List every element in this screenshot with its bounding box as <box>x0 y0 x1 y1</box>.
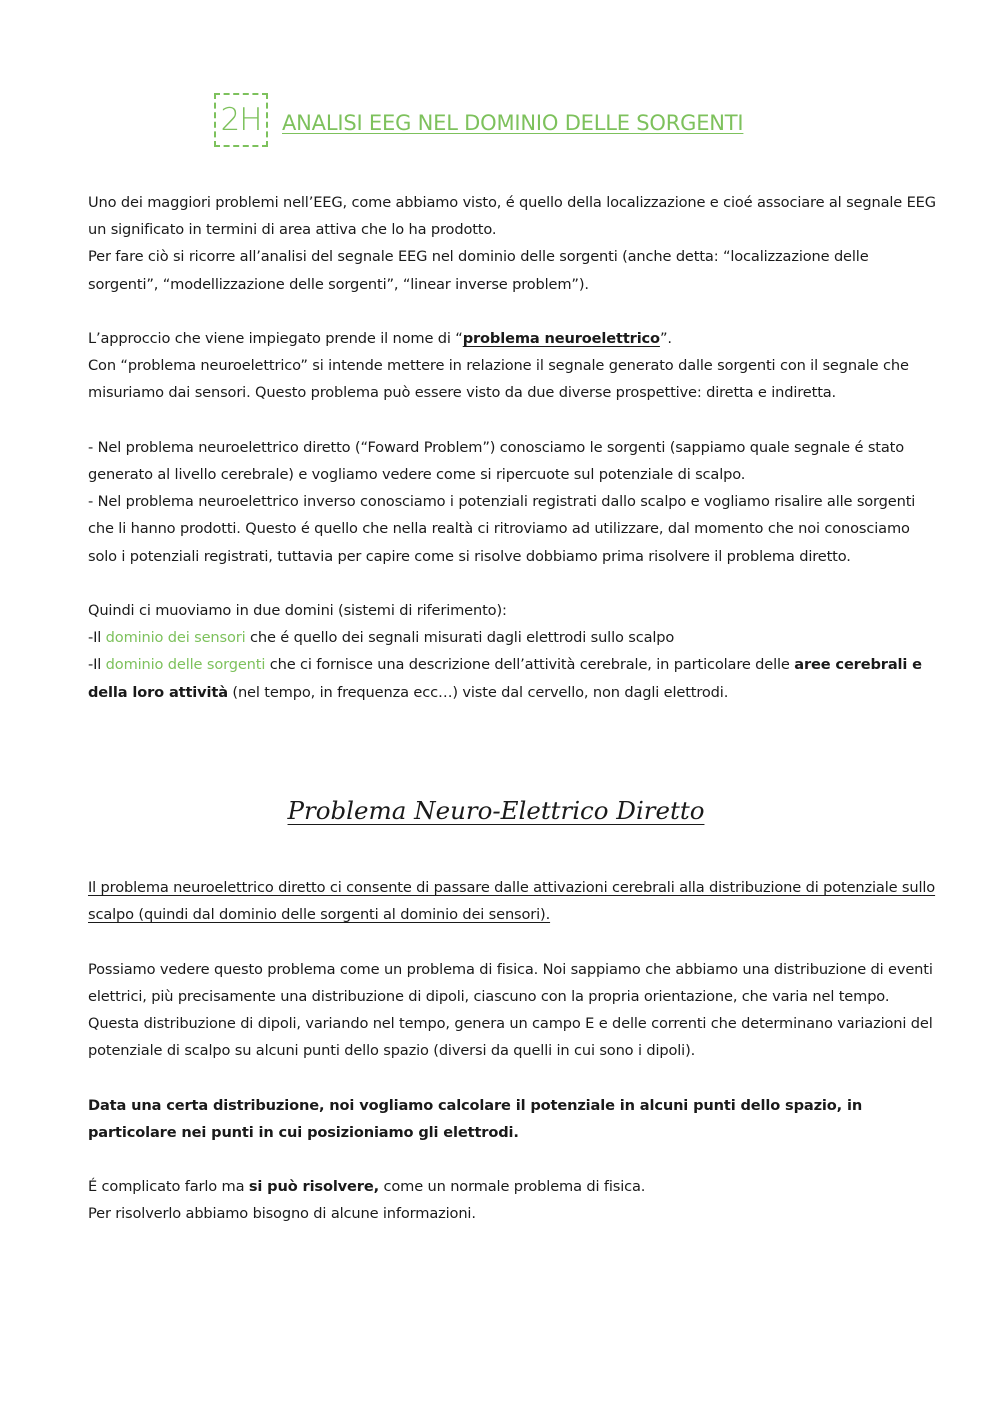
text-span: ”. <box>659 330 672 347</box>
text-span: L’approccio che viene impiegato prende il nome di “ <box>88 330 463 347</box>
paragraph: Per risolverlo abbiamo bisogno di alcune informazioni. <box>88 1205 476 1223</box>
paragraph <box>88 325 938 352</box>
text-span: -Il <box>88 629 106 647</box>
list-item <box>88 651 938 705</box>
paragraph: Data una certa distribuzione, noi vogliamo calcolare il potenziale in alcuni punti dello spazio, in particolare nei punti in cui posizioniamo gli elettrodi. <box>88 1096 863 1141</box>
bold-term: si può risolvere, <box>248 1178 379 1196</box>
chapter-header <box>214 93 743 147</box>
text-span: (nel tempo, in frequenza ecc…) viste dal cervello, non dagli elettrodi. <box>227 683 729 701</box>
paragraph: Uno dei maggiori problemi nell’EEG, come abbiamo visto, é quello della localizzazione e cioé associare al segnale EEG un significato in termini di area attiva che lo ha prodotto. <box>88 194 936 239</box>
paragraph: Possiamo vedere questo problema come un problema di fisica. Noi sappiamo che abbiamo una distribuzione di eventi elettrici, più precisamente una distribuzione di dipoli, ciascuno con la propria orientazione, che varia nel tempo. <box>88 960 933 1005</box>
paragraph: Questa distribuzione di dipoli, variando nel tempo, genera un campo E e delle correnti che determinano variazioni del potenziale di scalpo su alcuni punti dello spazio (diversi da quelli in cui sono i dipoli). <box>88 1015 933 1060</box>
paragraph: - Nel problema neuroelettrico inverso conosciamo i potenziali registrati dallo scalpo e vogliamo risalire alle sorgenti che li hanno prodotti. Questo é quello che nella realtà ci ritroviamo ad utilizzare, dal momento che noi conosciamo solo i potenziali registrati, tuttavia per capire come si risolve dobbiamo prima risolvere il problema diretto. <box>88 493 916 565</box>
paragraph: Con “problema neuroelettrico” si intende mettere in relazione il segnale generato dalle sorgenti con il segnale che misuriamo dai sensori. Questo problema può essere visto da due diverse prospettive: diretta e indiretta. <box>88 357 909 402</box>
text-span: che é quello dei segnali misurati dagli elettrodi sullo scalpo <box>245 629 675 647</box>
chapter-title: ANALISI EEG NEL DOMINIO DELLE SORGENTI <box>282 111 744 135</box>
section-title: Problema Neuro-Elettrico Diretto <box>287 796 705 825</box>
key-term: problema neuroelettrico <box>462 330 660 347</box>
highlight-term: dominio dei sensori <box>105 629 246 647</box>
paragraph: Quindi ci muoviamo in due domini (sistemi di riferimento): <box>88 602 507 619</box>
paragraph <box>88 1173 938 1200</box>
paragraph: Il problema neuroelettrico diretto ci consente di passare dalle attivazioni cerebrali alla distribuzione di potenziale sullo scalpo (quindi dal dominio delle sorgenti al dominio dei sensori). <box>88 879 936 924</box>
text-span: come un normale problema di fisica. <box>379 1178 646 1196</box>
list-item <box>88 624 938 651</box>
intro-text <box>88 189 938 706</box>
text-span: -Il <box>88 656 106 674</box>
text-span: che ci fornisce una descrizione dell’attività cerebrale, in particolare delle <box>265 656 795 674</box>
bold-term: aree cerebrali e della loro attività <box>88 656 922 701</box>
chapter-badge: 2H <box>214 93 268 147</box>
paragraph: - Nel problema neuroelettrico diretto (“Foward Problem”) conosciamo le sorgenti (sappiamo quale segnale é stato generato al livello cerebrale) e vogliamo vedere come si ripercuote sul potenziale di scalpo. <box>88 438 904 483</box>
section-text <box>88 874 938 1228</box>
text-span: É complicato farlo ma <box>88 1178 249 1196</box>
highlight-term: dominio delle sorgenti <box>105 656 266 674</box>
paragraph: Per fare ciò si ricorre all’analisi del segnale EEG nel dominio delle sorgenti (anche detta: “localizzazione delle sorgenti”, “modellizzazione delle sorgenti”, “linear inverse problem”). <box>88 248 869 293</box>
